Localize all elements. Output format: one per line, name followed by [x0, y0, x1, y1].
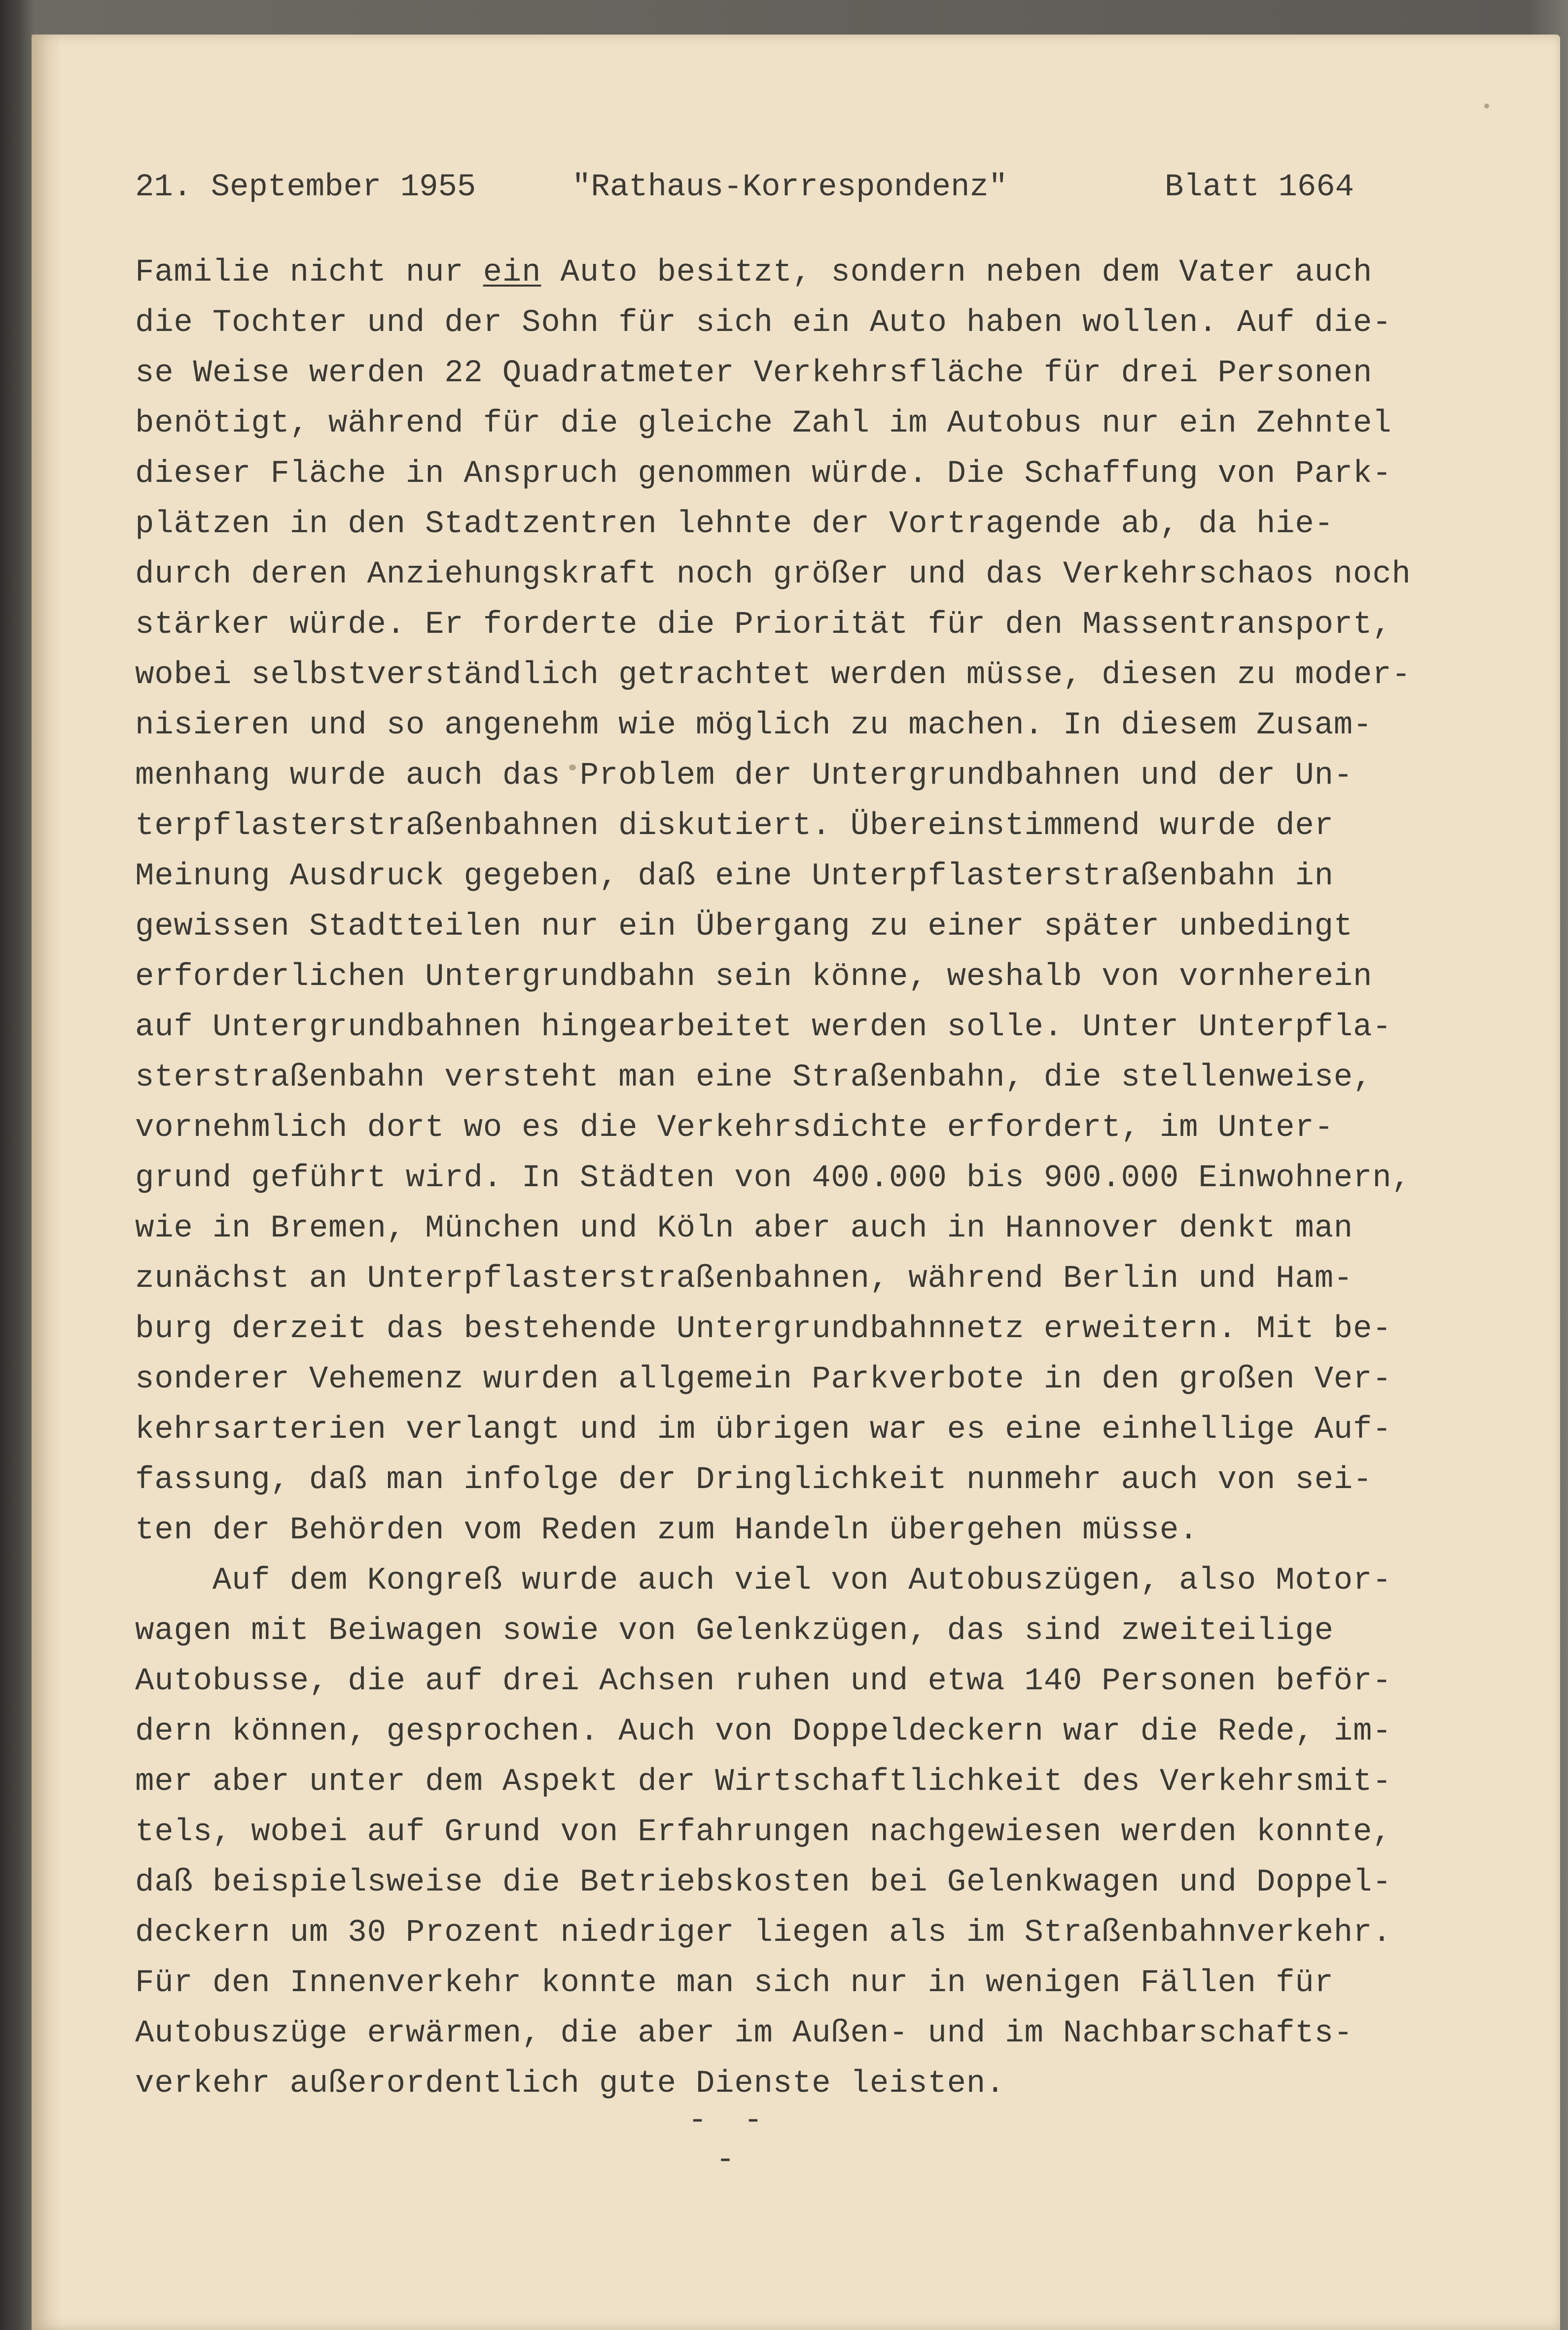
text-line: burg derzeit das bestehende Untergrundbahnnetz erweitern. Mit be- [135, 1311, 1392, 1347]
text-line: terpflasterstraßenbahnen diskutiert. Übereinstimmend wurde der [135, 808, 1334, 844]
typed-text-body [135, 248, 1466, 2109]
text-line: gewissen Stadtteilen nur ein Übergang zu einer später unbedingt [135, 909, 1353, 945]
text-line: wie in Bremen, München und Köln aber auch in Hannover denkt man [135, 1211, 1353, 1246]
text-line: stärker würde. Er forderte die Priorität für den Massentransport, [135, 607, 1392, 643]
text-line: Autobuszüge erwärmen, die aber im Außen- und im Nachbarschafts- [135, 2016, 1353, 2051]
text-line: Autobusse, die auf drei Achsen ruhen und etwa 140 Personen beför- [135, 1664, 1392, 1699]
text-line: Meinung Ausdruck gegeben, daß eine Unterpflasterstraßenbahn in [135, 859, 1334, 894]
text-line: nisieren und so angenehm wie möglich zu machen. In diesem Zusam- [135, 708, 1373, 743]
text-line: dieser Fläche in Anspruch genommen würde. Die Schaffung von Park- [135, 456, 1392, 492]
text-line [135, 248, 1466, 298]
text-line: mer aber unter dem Aspekt der Wirtschaftlichkeit des Verkehrsmit- [135, 1764, 1392, 1800]
text-line: menhang wurde auch das Problem der Untergrundbahnen und der Un- [135, 758, 1353, 794]
text-line: se Weise werden 22 Quadratmeter Verkehrsfläche für drei Personen [135, 356, 1373, 391]
text-line: fassung, daß man infolge der Dringlichkeit nunmehr auch von sei- [135, 1462, 1373, 1498]
text-line: Für den Innenverkehr konnte man sich nur in wenigen Fällen für [135, 1966, 1334, 2001]
text-segment: Familie nicht nur [135, 255, 483, 291]
text-line: kehrsarterien verlangt und im übrigen war es eine einhellige Auf- [135, 1412, 1392, 1448]
end-of-text-mark: - - - [688, 2103, 772, 2178]
text-line: deckern um 30 Prozent niedriger liegen als im Straßenbahnverkehr. [135, 1915, 1392, 1951]
text-line: vornehmlich dort wo es die Verkehrsdichte erfordert, im Unter- [135, 1110, 1334, 1146]
text-line: daß beispielsweise die Betriebskosten bei Gelenkwagen und Doppel- [135, 1865, 1392, 1900]
text-line: wobei selbstverständlich getrachtet werden müsse, diesen zu moder- [135, 657, 1411, 693]
emphasized-word: ein [483, 255, 541, 291]
text-line: dern können, gesprochen. Auch von Doppeldeckern war die Rede, im- [135, 1714, 1392, 1749]
text-line: grund geführt wird. In Städten von 400.000 bis 900.000 Einwohnern, [135, 1161, 1411, 1196]
header-publication: "Rathaus-Korrespondenz" [572, 170, 1008, 205]
text-line: zunächst an Unterpflasterstraßenbahnen, während Berlin und Ham- [135, 1261, 1353, 1297]
text-line: tels, wobei auf Grund von Erfahrungen nachgewiesen werden konnte, [135, 1815, 1392, 1850]
page-header [135, 165, 1373, 210]
header-sheet-number: Blatt 1664 [1165, 170, 1354, 205]
text-line: ten der Behörden vom Reden zum Handeln übergehen müsse. [135, 1513, 1199, 1548]
text-line: sonderer Vehemenz wurden allgemein Parkverbote in den großen Ver- [135, 1362, 1392, 1397]
text-line: erforderlichen Untergrundbahn sein könne, weshalb von vornherein [135, 959, 1373, 995]
paper-speck [1484, 104, 1489, 109]
text-segment: Auto besitzt, sondern neben dem Vater auch [541, 255, 1373, 291]
text-line: auf Untergrundbahnen hingearbeitet werden solle. Unter Unterpfla- [135, 1010, 1392, 1045]
text-line: durch deren Anziehungskraft noch größer und das Verkehrschaos noch [135, 557, 1411, 592]
header-date: 21. September 1955 [135, 170, 476, 205]
text-line: verkehr außerordentlich gute Dienste leisten. [135, 2066, 1005, 2102]
text-line: wagen mit Beiwagen sowie von Gelenkzügen, das sind zweiteilige [135, 1613, 1334, 1649]
text-line: plätzen in den Stadtzentren lehnte der Vortragende ab, da hie- [135, 507, 1334, 542]
text-line: die Tochter und der Sohn für sich ein Auto haben wollen. Auf die- [135, 305, 1392, 341]
text-line: Auf dem Kongreß wurde auch viel von Autobuszügen, also Motor- [135, 1563, 1392, 1599]
text-line: benötigt, während für die gleiche Zahl im Autobus nur ein Zehntel [135, 406, 1392, 441]
text-line: sterstraßenbahn versteht man eine Straßenbahn, die stellenweise, [135, 1060, 1373, 1095]
